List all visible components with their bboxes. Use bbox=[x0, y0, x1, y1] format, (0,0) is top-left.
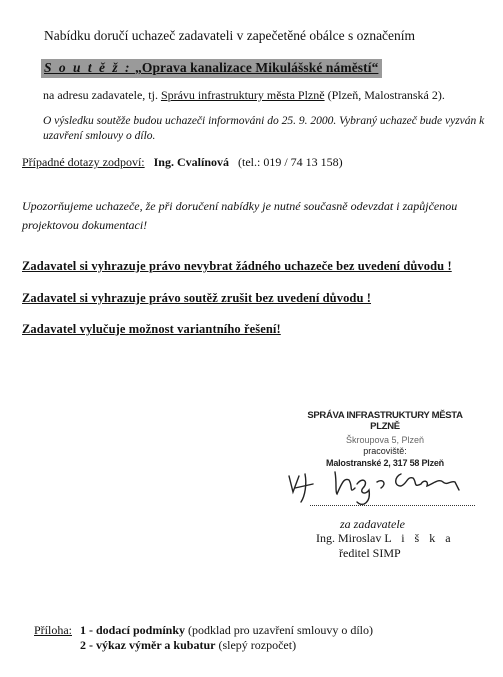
attachments-label: Příloha: bbox=[34, 623, 72, 637]
contact-label: Případné dotazy zodpoví: bbox=[22, 155, 145, 169]
stamp-line-2: Škroupova 5, Plzeň bbox=[345, 435, 425, 445]
address-org: Správu infrastruktury města Plzně bbox=[160, 88, 325, 102]
result-notice: O výsledku soutěže budou uchazeči informováni do 25. 9. 2000. Vybraný uchazeč bude vyzván k uzavření smlouvy o dílo. bbox=[43, 115, 485, 142]
signature-line bbox=[310, 505, 475, 506]
attachment-item-1 bbox=[80, 623, 373, 638]
address-before: na adresu zadavatele, tj. bbox=[43, 88, 158, 102]
intro-text: Nabídku doručí uchazeč zadavateli v zapečetěné obálce s označením bbox=[44, 28, 416, 43]
reservation-line-3: Zadavatel vylučuje možnost variantního řešení! bbox=[22, 322, 281, 336]
official-stamp bbox=[300, 410, 470, 468]
stamp-line-3: pracoviště: bbox=[363, 446, 407, 456]
signer-surname: L i š k a bbox=[384, 531, 455, 545]
contact-name: Ing. Cvalínová bbox=[153, 155, 229, 169]
reservation-line-1: Zadavatel si vyhrazuje právo nevybrat žádného uchazeče bez uvedení důvodu ! bbox=[22, 259, 452, 273]
contest-prefix: S o u t ě ž : bbox=[44, 60, 132, 75]
reservation-line-2: Zadavatel si vyhrazuje právo soutěž zrušit bez uvedení důvodu ! bbox=[22, 291, 372, 305]
contest-title: „Oprava kanalizace Mikulášské náměstí“ bbox=[135, 60, 379, 75]
signer-prefix: Ing. Miroslav bbox=[316, 531, 382, 545]
on-behalf-label: za zadavatele bbox=[340, 517, 405, 531]
contact-tel: (tel.: 019 / 74 13 158) bbox=[238, 155, 343, 169]
stamp-line-4: Malostranské 2, 317 58 Plzeň bbox=[326, 458, 444, 468]
attachment-2-title: 2 - výkaz výměr a kubatur bbox=[80, 638, 216, 652]
attachment-1-note: (podklad pro uzavření smlouvy o dílo) bbox=[185, 623, 373, 637]
warning-text: Upozorňujeme uchazeče, že při doručení nabídky je nutné současně odevzdat i zapůjčenou projektovou dokumentaci! bbox=[22, 199, 458, 232]
stamp-line-1: SPRÁVA INFRASTRUKTURY MĚSTA PLZNĚ bbox=[307, 410, 463, 432]
signer-name bbox=[316, 531, 454, 546]
attachment-1-title: 1 - dodací podmínky bbox=[80, 623, 186, 637]
attachment-item-2 bbox=[80, 638, 296, 653]
address-after: (Plzeň, Malostranská 2). bbox=[327, 88, 445, 102]
contest-heading bbox=[41, 59, 382, 78]
contact-line bbox=[22, 155, 343, 170]
attachment-2-note: (slepý rozpočet) bbox=[215, 638, 297, 652]
address-line bbox=[43, 88, 445, 103]
signer-title: ředitel SIMP bbox=[339, 546, 401, 560]
